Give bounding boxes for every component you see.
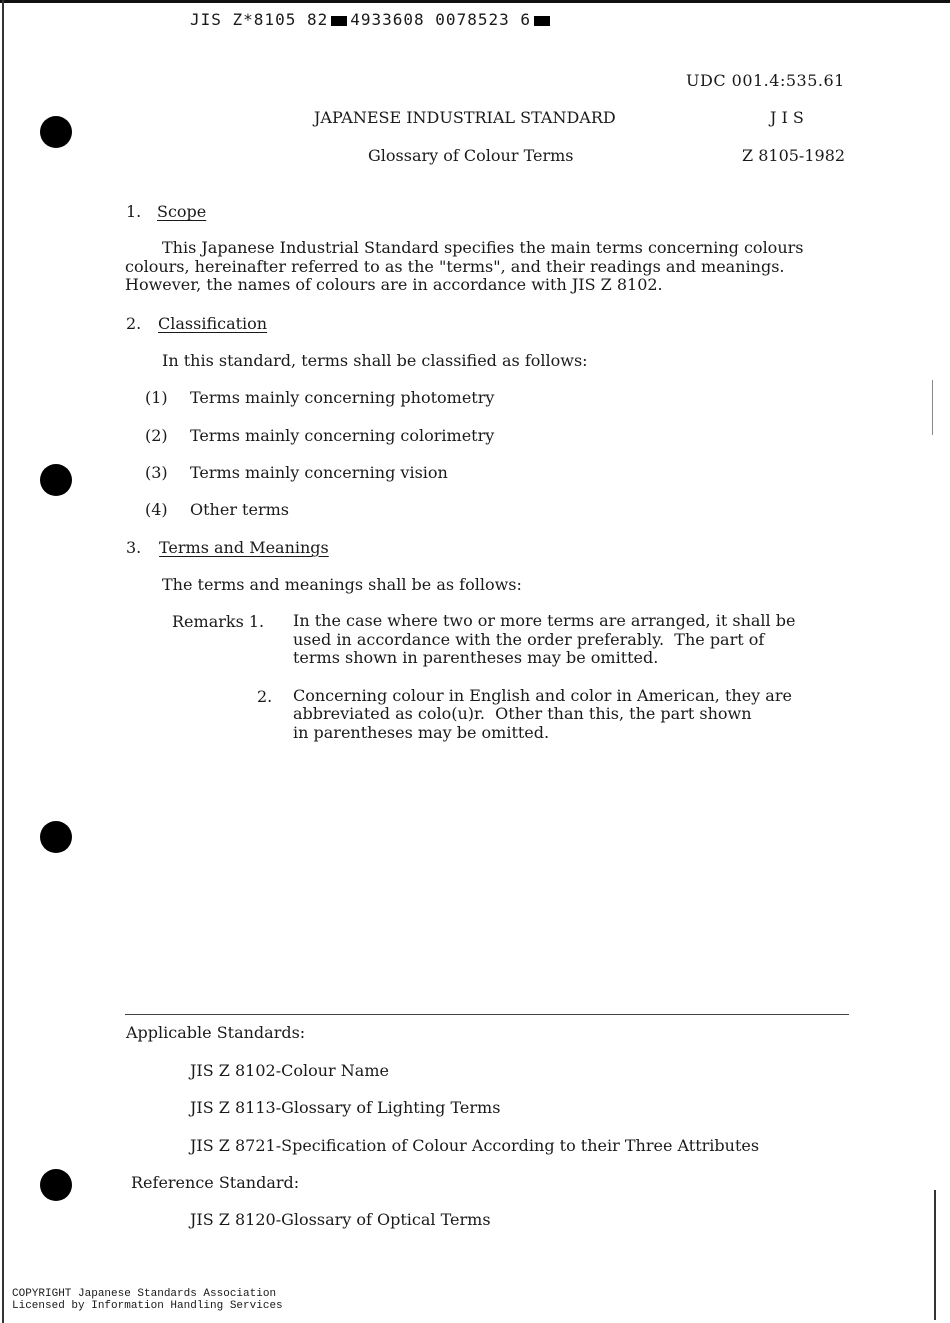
applicable-heading: Applicable Standards:	[126, 1023, 306, 1042]
remarks-label: Remarks 1.	[172, 612, 265, 631]
list-item-text: Terms mainly concerning photometry	[190, 388, 495, 407]
list-item-text: Other terms	[190, 500, 289, 519]
section-number: 3.	[126, 538, 142, 557]
list-item-number: (2)	[145, 426, 168, 445]
remark-number: 2.	[257, 687, 273, 706]
remark-line: In the case where two or more terms are arranged, it shall be	[293, 611, 796, 630]
standard-title: JAPANESE INDUSTRIAL STANDARD	[314, 108, 616, 127]
license-line: Licensed by Information Handling Services	[12, 1300, 283, 1312]
block-mark	[331, 16, 347, 26]
section-number: 2.	[126, 314, 142, 333]
code-part-2: 4933608 0078523 6	[350, 10, 531, 29]
binder-hole	[40, 464, 72, 496]
remark-line: terms shown in parentheses may be omitted.	[293, 648, 659, 667]
section-number: 1.	[126, 202, 142, 221]
top-border	[0, 0, 950, 3]
binder-hole	[40, 116, 72, 148]
copyright-line: COPYRIGHT Japanese Standards Association	[12, 1288, 277, 1300]
applicable-standard: JIS Z 8721-Specification of Colour According to their Three Attributes	[190, 1136, 760, 1155]
reference-heading: Reference Standard:	[131, 1173, 300, 1192]
remark-line: used in accordance with the order preferably. The part of	[293, 630, 765, 649]
jis-mark: J I S	[770, 108, 804, 127]
list-item-number: (1)	[145, 388, 168, 407]
remark-line: in parentheses may be omitted.	[293, 723, 550, 742]
scope-line: This Japanese Industrial Standard specifies the main terms concerning colours	[162, 238, 804, 257]
block-mark	[534, 16, 550, 26]
list-item-text: Terms mainly concerning vision	[190, 463, 448, 482]
reference-standard: JIS Z 8120-Glossary of Optical Terms	[190, 1210, 491, 1229]
section-heading-classification: Classification	[158, 314, 268, 333]
binder-hole	[40, 821, 72, 853]
section-heading-terms: Terms and Meanings	[159, 538, 329, 557]
list-item-text: Terms mainly concerning colorimetry	[190, 426, 495, 445]
remark-line: abbreviated as colo(u)r. Other than this, the part shown	[293, 704, 752, 723]
code-part-1: JIS Z*8105 82	[190, 10, 329, 29]
udc-number: UDC 001.4:535.61	[686, 71, 845, 90]
binder-hole	[40, 1169, 72, 1201]
doc-number: Z 8105-1982	[742, 146, 846, 165]
applicable-standard: JIS Z 8102-Colour Name	[190, 1061, 389, 1080]
footnote-rule	[125, 1014, 849, 1015]
classification-intro: In this standard, terms shall be classified as follows:	[162, 351, 588, 370]
doc-title: Glossary of Colour Terms	[368, 146, 574, 165]
left-border	[2, 0, 4, 1323]
remark-line: Concerning colour in English and color in American, they are	[293, 686, 792, 705]
list-item-number: (3)	[145, 463, 168, 482]
terms-intro: The terms and meanings shall be as follows:	[162, 575, 522, 594]
section-heading-scope: Scope	[157, 202, 207, 221]
scope-line: However, the names of colours are in accordance with JIS Z 8102.	[125, 275, 663, 294]
document-code	[190, 10, 553, 29]
scope-line: colours, hereinafter referred to as the "terms", and their readings and meanings.	[125, 257, 785, 276]
right-border	[934, 1190, 936, 1320]
applicable-standard: JIS Z 8113-Glossary of Lighting Terms	[190, 1098, 501, 1117]
list-item-number: (4)	[145, 500, 168, 519]
right-mark	[932, 380, 933, 435]
